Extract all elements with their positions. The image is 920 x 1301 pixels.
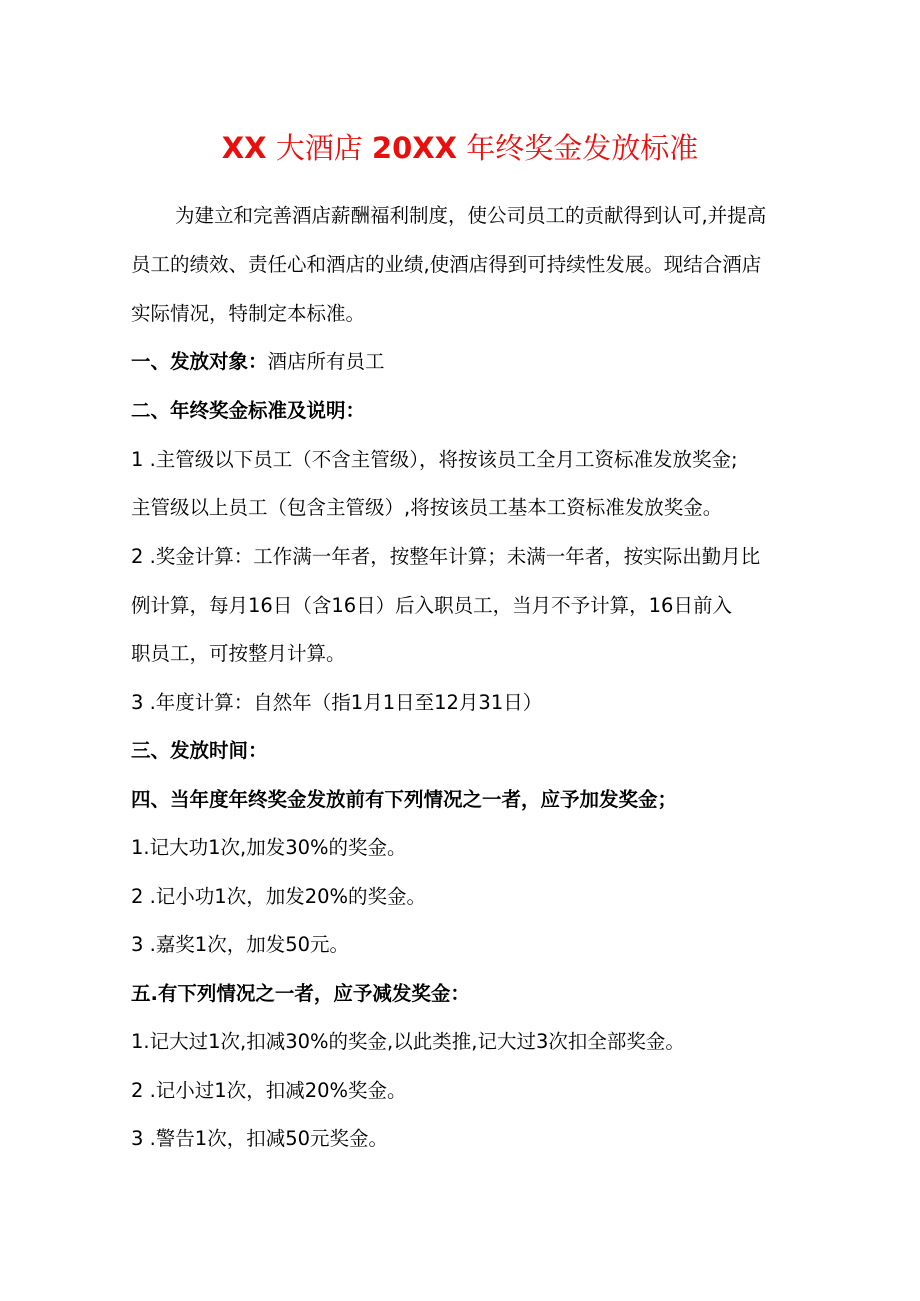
- s5-item-2: 2 .记小过1次，扣减20%奖金。: [131, 1079, 407, 1102]
- s5-item-1: 1.记大过1次,扣减30%的奖金,以此类推,记大过3次扣全部奖金。: [131, 1030, 685, 1053]
- title-hotel: 大酒店: [275, 131, 363, 165]
- section-2-heading: 二、年终奖金标准及说明：: [131, 399, 366, 422]
- s4-item-2: 2 .记小功1次，加发20%的奖金。: [131, 885, 427, 908]
- section-5-heading: 五.有下列情况之一者，应予减发奖金：: [131, 982, 470, 1005]
- title-subject: 年终奖金发放标准: [466, 131, 699, 165]
- s2-item-1-line-2: 主管级以上员工（包含主管级）,将按该员工基本工资标准发放奖金。: [131, 496, 723, 519]
- s2-item-2-line-1: 2 .奖金计算：工作满一年者，按整年计算；未满一年者，按实际出勤月比: [131, 545, 761, 568]
- s4-item-3: 3 .嘉奖1次，加发50元。: [131, 933, 350, 956]
- s2-item-3: 3 .年度计算：自然年（指1月1日至12月31日）: [131, 691, 543, 714]
- intro-line-2: 员工的绩效、责任心和酒店的业绩,使酒店得到可持续性发展。现结合酒店: [131, 253, 762, 276]
- section-1-heading: 一、发放对象：: [131, 350, 268, 373]
- s4-item-1: 1.记大功1次,加发30%的奖金。: [131, 836, 407, 859]
- s2-item-2-line-3: 职员工，可按整月计算。: [131, 642, 346, 665]
- s2-item-2-line-2: 例计算，每月16日（含16日）后入职员工，当月不予计算，16日前入: [131, 594, 732, 617]
- section-4-heading: 四、当年度年终奖金发放前有下列情况之一者，应予加发奖金；: [131, 788, 678, 811]
- title-xx: XX: [221, 131, 267, 165]
- section-3-heading: 三、发放时间：: [131, 739, 268, 762]
- s2-item-1-line-1: 1 .主管级以下员工（不含主管级），将按该员工全月工资标准发放奖金;: [131, 448, 738, 471]
- intro-line-1: 为建立和完善酒店薪酬福利制度，使公司员工的贡献得到认可,并提高: [175, 204, 767, 227]
- intro-line-3: 实际情况，特制定本标准。: [131, 302, 366, 325]
- title-year: 20XX: [371, 131, 457, 165]
- section-1: [131, 348, 385, 376]
- s5-item-3: 3 .警告1次，扣减50元奖金。: [131, 1127, 389, 1150]
- document-title: [0, 128, 920, 168]
- section-1-value: 酒店所有员工: [267, 350, 385, 373]
